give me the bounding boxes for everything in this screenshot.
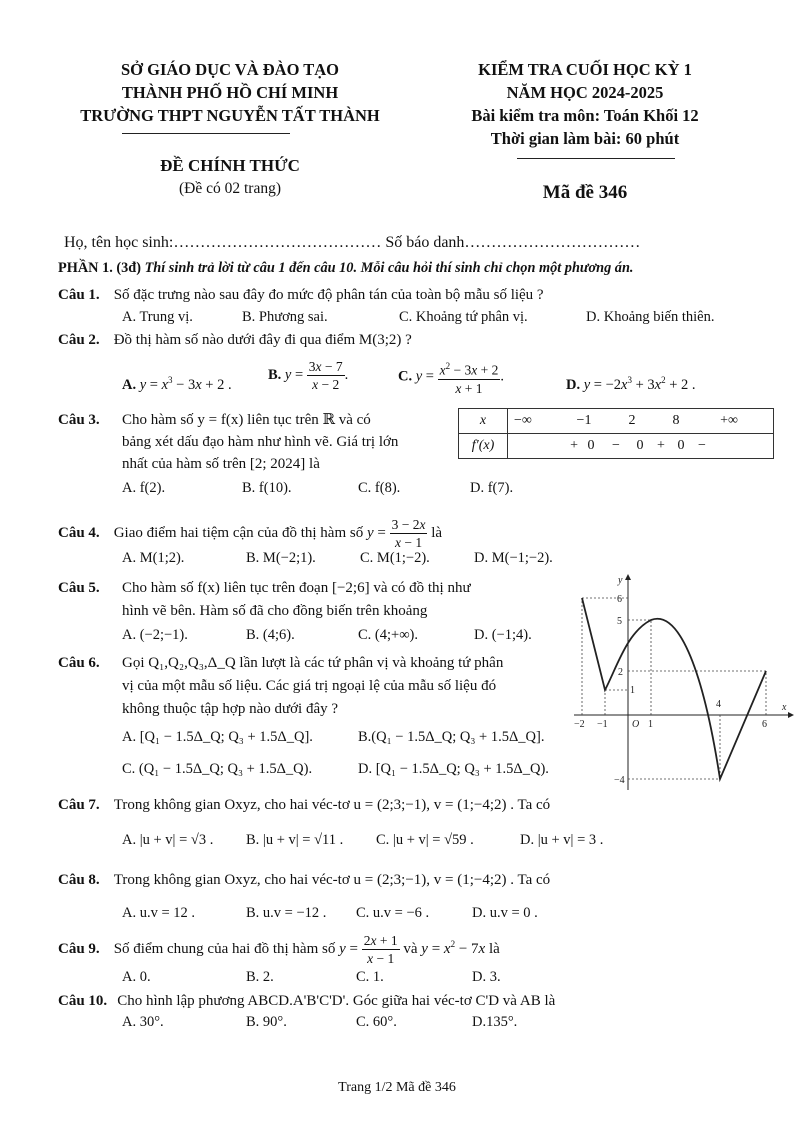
- q6-line-2: vị của một mẫu số liệu. Các giá trị ngoại lệ của mẫu số liệu đó: [122, 678, 497, 694]
- function-curve: [582, 598, 766, 779]
- part1-instruction: [58, 260, 633, 277]
- header-left-rule: [122, 133, 290, 134]
- zero-1: 0: [587, 438, 595, 453]
- q9-number: Câu 9.: [58, 940, 100, 957]
- sign-table-row-derivative: [459, 434, 774, 459]
- pages-note: (Đề có 02 trang): [179, 180, 281, 197]
- q8-number: Câu 8.: [58, 872, 100, 888]
- header-right-rule: [517, 158, 675, 159]
- q10-option-c[interactable]: C. 60°.: [356, 1014, 397, 1030]
- tick-x-1: 1: [648, 719, 653, 730]
- function-graph: [572, 572, 794, 792]
- sign-1: +: [570, 438, 578, 453]
- q3-option-b[interactable]: B. f(10).: [242, 480, 292, 496]
- y-axis-label: y: [618, 575, 623, 586]
- q10-option-a[interactable]: A. 30°.: [122, 1014, 164, 1030]
- q5-line-1: Cho hàm số f(x) liên tục trên đoạn [−2;6] và có đồ thị như: [122, 580, 471, 596]
- q6-option-d[interactable]: D. [Q₁ − 1.5Δ_Q; Q₃ + 1.5Δ_Q).: [358, 761, 549, 777]
- sign-4: −: [698, 438, 706, 453]
- q6-number: Câu 6.: [58, 655, 100, 671]
- q9-option-a[interactable]: A. 0.: [122, 969, 151, 985]
- q2-option-a[interactable]: A. $y = x^3 - 3x + 2$ .: [122, 375, 232, 393]
- question-1: [58, 285, 544, 305]
- q8-text: Trong không gian Oxyz, cho hai véc-tơ u = (2;3;−1), v = (1;−4;2) . Ta có: [113, 872, 551, 888]
- q9-option-b[interactable]: B. 2.: [246, 969, 274, 985]
- q6-option-b[interactable]: B.(Q₁ − 1.5Δ_Q; Q₃ + 1.5Δ_Q].: [358, 729, 545, 745]
- q3-option-d[interactable]: D. f(7).: [470, 480, 514, 496]
- q8-option-d[interactable]: D. u.v = 0 .: [472, 905, 538, 921]
- q4-option-a[interactable]: A. M(1;2).: [122, 550, 185, 566]
- q1-text: Số đặc trưng nào sau đây đo mức độ phân tán của toàn bộ mẫu số liệu ?: [113, 287, 544, 303]
- x-crit-2: 2: [628, 413, 636, 428]
- q5-number: Câu 5.: [58, 580, 100, 596]
- q5-option-c[interactable]: C. (4;+∞).: [358, 627, 418, 643]
- q1-option-b[interactable]: B. Phương sai.: [242, 309, 328, 325]
- sign-table-row-x: [459, 409, 774, 434]
- q2-option-d[interactable]: D. $y = -2x^3 + 3x^2 + 2$ .: [566, 375, 696, 393]
- q7-option-a[interactable]: A. |u + v| = √3 .: [122, 832, 214, 848]
- tick-y-neg4: −4: [614, 775, 625, 786]
- q2c-fraction: $\frac{x^2 - 3x + 2}{x + 1}$: [438, 358, 501, 397]
- question-6: [58, 653, 100, 673]
- q5-option-b[interactable]: B. (4;6).: [246, 627, 295, 643]
- origin-label: O: [632, 719, 640, 730]
- zero-2: 0: [636, 438, 644, 453]
- q3-line-2: bảng xét dấu đạo hàm như hình vẽ. Giá trị lớn: [122, 434, 399, 450]
- q4-option-c[interactable]: C. M(1;−2).: [360, 550, 430, 566]
- q8-option-b[interactable]: B. u.v = −12 .: [246, 905, 327, 921]
- q6-line-1: Gọi Q₁,Q₂,Q₃,Δ_Q lần lượt là các tứ phân vị và khoảng tứ phân: [122, 655, 504, 671]
- y-axis-arrow: [625, 574, 631, 580]
- q9-option-c[interactable]: C. 1.: [356, 969, 384, 985]
- q5-option-d[interactable]: D. (−1;4).: [474, 627, 532, 643]
- official-label: ĐỀ CHÍNH THỨC: [160, 156, 300, 175]
- q9-fraction: $\frac{2x + 1}{x - 1}$: [363, 933, 398, 966]
- q2-number: Câu 2.: [58, 332, 100, 348]
- q3-line-1: Cho hàm số y = f(x) liên tục trên ℝ và có: [122, 412, 371, 428]
- tick-y-2: 2: [618, 667, 623, 678]
- sign-3: +: [657, 438, 665, 453]
- q6-option-a[interactable]: A. [Q₁ − 1.5Δ_Q; Q₃ + 1.5Δ_Q].: [122, 729, 313, 745]
- question-9: Câu 9. Số điểm chung của hai đồ thị hàm số y = $\frac{2x + 1}{x - 1}$ và $y = x^2 - 7x$ là: [58, 933, 500, 966]
- part1-text: Thí sinh trả lời từ câu 1 đến câu 10. Mỗi câu hỏi thí sinh chỉ chọn một phương án.: [141, 260, 634, 276]
- q4-option-d[interactable]: D. M(−1;−2).: [474, 550, 553, 566]
- q10-option-d[interactable]: D.135°.: [472, 1014, 518, 1030]
- question-10: [58, 991, 555, 1011]
- question-4: Câu 4. Giao điểm hai tiệm cận của đồ thị hàm số y = $\frac{3 - 2x}{x - 1}$ là: [58, 517, 443, 550]
- q1-option-d[interactable]: D. Khoảng biến thiên.: [586, 309, 715, 325]
- q5-option-a[interactable]: A. (−2;−1).: [122, 627, 188, 643]
- school-line: TRƯỜNG THPT NGUYỄN TẤT THÀNH: [80, 106, 380, 125]
- x-crit-3: 8: [672, 413, 680, 428]
- q6-option-c[interactable]: C. (Q₁ − 1.5Δ_Q; Q₃ + 1.5Δ_Q).: [122, 761, 313, 777]
- q1-number: Câu 1.: [58, 287, 100, 303]
- tick-y-5: 5: [617, 616, 622, 627]
- tick-y-6: 6: [617, 594, 622, 605]
- tick-y-1: 1: [630, 685, 635, 696]
- city-line: THÀNH PHỐ HỒ CHÍ MINH: [121, 83, 339, 102]
- q4-fraction: $\frac{3 - 2x}{x - 1}$: [391, 517, 426, 550]
- tick-x-4: 4: [716, 699, 721, 710]
- q3-option-c[interactable]: C. f(8).: [358, 480, 401, 496]
- page-footer: Trang 1/2 Mã đề 346: [338, 1080, 456, 1095]
- q7-number: Câu 7.: [58, 797, 100, 813]
- q2b-fraction: $\frac{3x - 7}{x - 2}$: [308, 359, 343, 392]
- sign-2: −: [612, 438, 620, 453]
- q10-option-b[interactable]: B. 90°.: [246, 1014, 287, 1030]
- x-crit-1: −1: [576, 413, 592, 428]
- zero-3: 0: [677, 438, 685, 453]
- guide-lines: [582, 598, 766, 779]
- q8-option-a[interactable]: A. u.v = 12 .: [122, 905, 196, 921]
- q10-number: Câu 10.: [58, 993, 108, 1009]
- q7-text: Trong không gian Oxyz, cho hai véc-tơ u = (2;3;−1), v = (1;−4;2) . Ta có: [113, 797, 551, 813]
- q4-text: Giao điểm hai tiệm cận của đồ thị hàm số: [113, 524, 364, 541]
- tick-x-6: 6: [762, 719, 767, 730]
- student-info-line: Họ, tên học sinh:………………………………… Số báo danh……………………………: [64, 234, 641, 251]
- q6-line-3: không thuộc tập hợp nào dưới đây ?: [122, 701, 339, 717]
- part1-label: PHẦN 1. (3đ): [58, 260, 141, 276]
- q3-option-a[interactable]: A. f(2).: [122, 480, 166, 496]
- q3-line-3: nhất của hàm số trên [2; 2024] là: [122, 456, 320, 472]
- x-axis-arrow: [788, 712, 794, 718]
- tick-x-neg2: −2: [574, 719, 585, 730]
- x-pos-inf: +∞: [720, 413, 738, 428]
- header-right: [440, 58, 730, 150]
- sign-table-signs: [508, 434, 774, 459]
- sign-table-fprime-label: f′(x): [459, 434, 508, 459]
- q1-option-a[interactable]: A. Trung vị.: [122, 309, 193, 325]
- x-neg-inf: −∞: [514, 413, 532, 428]
- q4-number: Câu 4.: [58, 524, 100, 541]
- q1-option-c[interactable]: C. Khoảng tứ phân vị.: [399, 309, 528, 325]
- header-left: [60, 58, 400, 127]
- duration: Thời gian làm bài: 60 phút: [490, 129, 680, 148]
- q7-option-d[interactable]: D. |u + v| = 3 .: [520, 832, 604, 848]
- q10-text: Cho hình lập phương ABCD.A'B'C'D'. Góc giữa hai véc-tơ C'D và AB là: [117, 993, 556, 1009]
- q2-option-c[interactable]: C. y = $\frac{x^2 - 3x + 2}{x + 1}$ .: [398, 358, 504, 397]
- sign-table-x-values: [508, 409, 774, 434]
- q8-option-c[interactable]: C. u.v = −6 .: [356, 905, 430, 921]
- question-3: [58, 410, 100, 430]
- exam-title: KIỂM TRA CUỐI HỌC KỲ 1: [478, 60, 692, 79]
- question-7: [58, 795, 550, 815]
- school-year: NĂM HỌC 2024-2025: [506, 83, 664, 102]
- x-axis-label: x: [782, 702, 787, 713]
- q2-text: Đồ thị hàm số nào dưới đây đi qua điểm M(3;2) ?: [113, 332, 412, 348]
- subject: Bài kiểm tra môn: Toán Khối 12: [471, 106, 699, 125]
- q2-option-b[interactable]: B. y = $\frac{3x - 7}{x - 2}$ .: [268, 359, 349, 392]
- q9-option-d[interactable]: D. 3.: [472, 969, 501, 985]
- sign-table: [458, 408, 774, 459]
- question-8: [58, 870, 550, 890]
- exam-code: Mã đề 346: [542, 182, 628, 203]
- q7-option-c[interactable]: C. |u + v| = √59 .: [376, 832, 474, 848]
- sign-table-x-label: x: [459, 409, 508, 434]
- q7-option-b[interactable]: B. |u + v| = √11 .: [246, 832, 344, 848]
- question-5: [58, 578, 100, 598]
- q3-number: Câu 3.: [58, 412, 100, 428]
- question-2: [58, 330, 412, 350]
- dept-line: SỞ GIÁO DỤC VÀ ĐÀO TẠO: [120, 60, 340, 79]
- tick-x-neg1: −1: [597, 719, 608, 730]
- q9-text: Số điểm chung của hai đồ thị hàm số: [113, 940, 336, 957]
- q4-option-b[interactable]: B. M(−2;1).: [246, 550, 316, 566]
- q5-line-2: hình vẽ bên. Hàm số đã cho đồng biến trên khoảng: [122, 603, 428, 619]
